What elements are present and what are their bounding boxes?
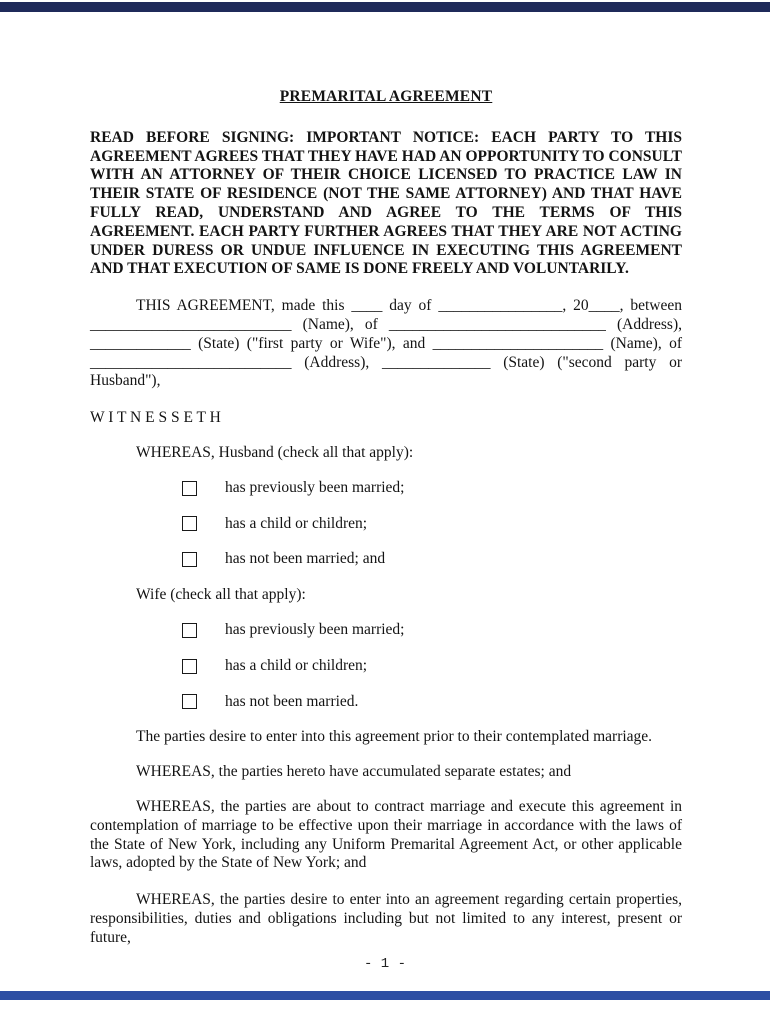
checkbox-label: has a child or children; bbox=[225, 656, 368, 674]
wife-checkbox-row-2 bbox=[182, 657, 682, 676]
page-title: PREMARITAL AGREEMENT bbox=[279, 88, 493, 105]
notice-paragraph: READ BEFORE SIGNING: IMPORTANT NOTICE: EACH PARTY TO THIS AGREEMENT AGREES THAT THEY HAVE HAD AN OPPORTUNITY TO CONSULT WITH AN ATTORNEY OF THEIR CHOICE LICENSED TO PRACTICE LAW IN THEIR STATE OF RESIDENCE (NOT THE SAME ATTORNEY) AND THAT HAVE FULLY READ, UNDERSTAND AND AGREE TO THE TERMS OF THIS AGREEMENT. EACH PARTY FURTHER AGREES THAT THEY ARE NOT ACTING UNDER DURESS OR UNDUE INFLUENCE IN EXECUTING THIS AGREEMENT AND THAT EXECUTION OF SAME IS DONE FREELY AND VOLUNTARILY. bbox=[90, 128, 682, 278]
paragraph-separate-estates: WHEREAS, the parties hereto have accumulated separate estates; and bbox=[136, 763, 572, 781]
wife-checkbox-row-3 bbox=[182, 693, 682, 712]
husband-not-married-checkbox[interactable] bbox=[182, 552, 197, 567]
checkbox-label: has not been married. bbox=[225, 692, 359, 710]
page-number: - 1 - bbox=[363, 956, 406, 972]
husband-previously-married-checkbox[interactable] bbox=[182, 481, 197, 496]
bottom-edge-bar bbox=[0, 991, 770, 1000]
checkbox-label: has previously been married; bbox=[225, 478, 405, 496]
paragraph-desire: The parties desire to enter into this agreement prior to their contemplated marriage. bbox=[136, 728, 653, 746]
husband-checkbox-row-2 bbox=[182, 515, 682, 534]
husband-checklist-heading: WHEREAS, Husband (check all that apply): bbox=[136, 443, 414, 461]
wife-not-married-checkbox[interactable] bbox=[182, 694, 197, 709]
husband-checkbox-row-3 bbox=[182, 550, 682, 569]
checkbox-label: has previously been married; bbox=[225, 620, 405, 638]
checkbox-label: has not been married; and bbox=[225, 550, 386, 568]
wife-child-checkbox[interactable] bbox=[182, 659, 197, 674]
intro-paragraph: THIS AGREEMENT, made this ____ day of ________________, 20____, between __________________________ (Name), of ____________________________ (Address), _____________ (State) ("first party or Wife"), and ______________________ (Name), of __________________________ (Address), ______________ (State) ("second party or Husband"), bbox=[90, 297, 682, 390]
top-edge-bar bbox=[0, 2, 770, 12]
checkbox-label: has a child or children; bbox=[225, 514, 368, 532]
wife-checklist-heading: Wife (check all that apply): bbox=[136, 586, 306, 604]
document-page bbox=[90, 88, 682, 966]
paragraph-properties: WHEREAS, the parties desire to enter into an agreement regarding certain properties, responsibilities, duties and obligations including but not limited to any interest, present or future, bbox=[90, 891, 682, 946]
husband-child-checkbox[interactable] bbox=[182, 516, 197, 531]
witnesseth-heading: W I T N E S S E T H bbox=[90, 409, 221, 427]
wife-previously-married-checkbox[interactable] bbox=[182, 623, 197, 638]
husband-checkbox-row-1 bbox=[182, 479, 682, 498]
paragraph-contract-marriage: WHEREAS, the parties are about to contract marriage and execute this agreement in contemplation of marriage to be effective upon their marriage in accordance with the laws of the State of New York, including any Uniform Premarital Agreement Act, or other applicable laws, adopted by the State of New York; and bbox=[90, 797, 682, 872]
wife-checkbox-row-1 bbox=[182, 621, 682, 640]
